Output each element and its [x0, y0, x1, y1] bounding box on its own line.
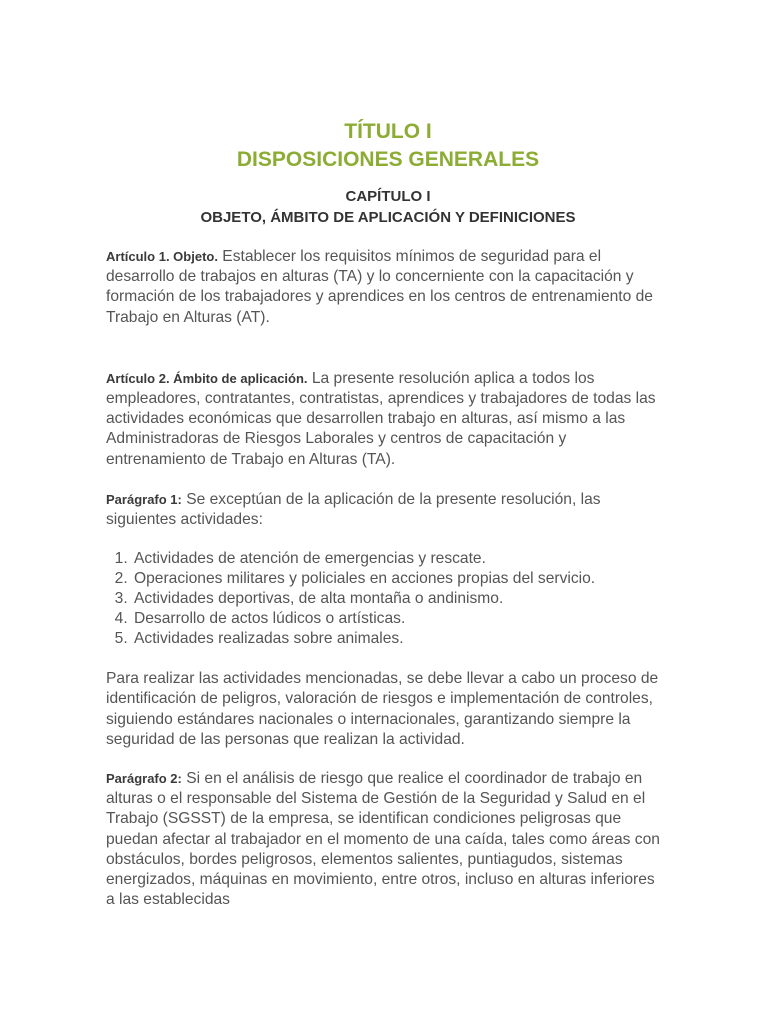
articulo-1-paragraph [106, 247, 666, 328]
articulo-1-text: Establecer los requisitos mínimos de seguridad para el desarrollo de trabajos en alturas (TA) y lo concerniente con la capacitación y formación de los trabajadores y aprendices en los centros de entrenamiento de Trabajo en Alturas (AT). [106, 248, 653, 326]
document-page [106, 118, 666, 910]
titulo-line-2: DISPOSICIONES GENERALES [236, 148, 540, 171]
articulo-1-label: Artículo 1. Objeto. [106, 249, 218, 264]
list-item: 5. Actividades realizadas sobre animales. [132, 629, 666, 649]
paragrafo-1-text: Se exceptúan de la aplicación de la presente resolución, las siguientes actividades: [106, 490, 601, 529]
articulo-2-paragraph [106, 369, 666, 470]
paragrafo-2-text: Si en el análisis de riesgo que realice el coordinador de trabajo en alturas o el responsable del Sistema de Gestión de la Seguridad y Salud en el Trabajo (SGSST) de la empresa, se identifican condiciones peligrosas que puedan afectar al trabajador en el momento de una caída, tales como áreas con obstáculos, bordes peligrosos, elementos salientes, puntiagudos, sistemas energizados, máquinas en movimiento, entre otros, incluso en alturas inferiores a las establecidas [106, 770, 660, 909]
paragrafo-2-label: Parágrafo 2: [106, 771, 182, 787]
titulo-line-1: TÍTULO I [344, 120, 432, 143]
articulo-2-label: Artículo 2. Ámbito de aplicación. [106, 370, 308, 386]
paragrafo-2-paragraph [106, 769, 666, 910]
capitulo-line-2: OBJETO, ÁMBITO DE APLICACIÓN Y DEFINICIONES [200, 209, 576, 226]
paragrafo-1-paragraph [106, 490, 666, 530]
list-item: 3. Actividades deportivas, de alta montaña o andinismo. [132, 589, 666, 609]
paragrafo-1-label: Parágrafo 1: [106, 491, 182, 507]
articulo-2-text: La presente resolución aplica a todos los empleadores, contratantes, contratistas, aprendices y trabajadores de todas las actividades económicas que desarrollen trabajo en alturas, así mismo a las Administradoras de Riesgos Laborales y centros de capacitación y entrenamiento de Trabajo en Alturas (TA). [106, 369, 656, 468]
list-item: 2. Operaciones militares y policiales en acciones propias del servicio. [132, 569, 666, 589]
realizar-paragraph: Para realizar las actividades mencionadas, se debe llevar a cabo un proceso de identificación de peligros, valoración de riesgos e implementación de controles, siguiendo estándares nacionales o internacionales, garantizando siempre la seguridad de las personas que realizan la actividad. [106, 670, 659, 748]
chapter-heading [106, 186, 666, 228]
document-title [106, 118, 666, 174]
list-item: 4. Desarrollo de actos lúdicos o artísticas. [132, 609, 666, 629]
capitulo-line-1: CAPÍTULO I [345, 188, 431, 205]
actividades-list [106, 549, 666, 649]
list-item: 1. Actividades de atención de emergencias y rescate. [132, 549, 666, 569]
